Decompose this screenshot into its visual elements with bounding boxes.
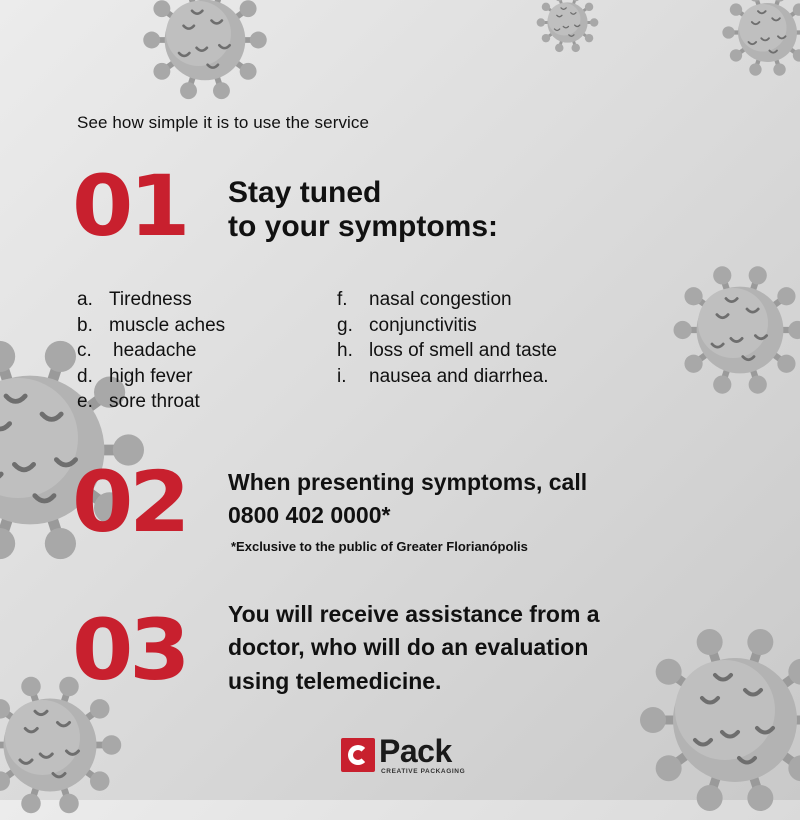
list-text: nausea and diarrhea. (369, 365, 549, 387)
logo-wordmark: Pack (379, 733, 452, 769)
list-letter: f. (337, 289, 348, 310)
symptom-list-right (337, 287, 557, 389)
list-text: nasal congestion (369, 289, 512, 310)
list-letter: h. (337, 340, 353, 361)
step-number: 03 (72, 601, 187, 699)
intro-text: See how simple it is to use the service (77, 113, 370, 132)
list-item (77, 389, 225, 415)
step-number: 01 (72, 157, 187, 255)
list-item (77, 364, 225, 390)
phone-number: 0800 402 0000* (228, 501, 391, 528)
step-number: 02 (72, 453, 187, 551)
step-title-line: Stay tuned (228, 176, 382, 209)
symptom-list-left (77, 287, 225, 415)
virus-icon (140, 0, 270, 105)
cpack-logo-icon (341, 738, 375, 772)
virus-icon (635, 620, 800, 820)
list-text: sore throat (109, 391, 200, 412)
list-letter: g. (337, 314, 353, 336)
list-text: loss of smell and taste (369, 340, 557, 361)
list-item (337, 338, 557, 364)
list-letter: e. (77, 391, 93, 412)
list-text: high fever (109, 365, 193, 387)
step-title (228, 466, 648, 532)
list-item (77, 287, 225, 313)
list-item (337, 287, 557, 313)
list-letter: b. (77, 314, 93, 336)
list-text: Tiredness (109, 289, 192, 310)
step-title (228, 176, 588, 243)
step-title-line: to your symptoms: (228, 209, 499, 243)
virus-icon (535, 0, 600, 55)
list-text: headache (113, 340, 197, 361)
list-item (77, 313, 225, 339)
list-letter: i. (337, 365, 347, 387)
list-item (337, 313, 557, 339)
step-title-line: You will receive assistance from a (228, 601, 600, 627)
list-item (337, 364, 557, 390)
list-text: muscle aches (109, 314, 226, 336)
list-item (77, 338, 225, 364)
step-title-line: using telemedicine. (228, 667, 442, 694)
virus-icon (720, 0, 800, 80)
step-title (228, 598, 648, 698)
footnote: *Exclusive to the public of Greater Florianópolis (231, 539, 528, 554)
list-letter: c. (77, 340, 92, 361)
brand-logo (341, 735, 471, 775)
logo-tagline: CREATIVE PACKAGING (381, 768, 466, 775)
list-letter: d. (77, 365, 93, 387)
step-title-line: doctor, who will do an evaluation (228, 634, 589, 661)
step-title-line: When presenting symptoms, call (228, 469, 588, 495)
list-text: conjunctivitis (369, 314, 477, 336)
list-letter: a. (77, 289, 93, 310)
virus-icon (670, 260, 800, 400)
